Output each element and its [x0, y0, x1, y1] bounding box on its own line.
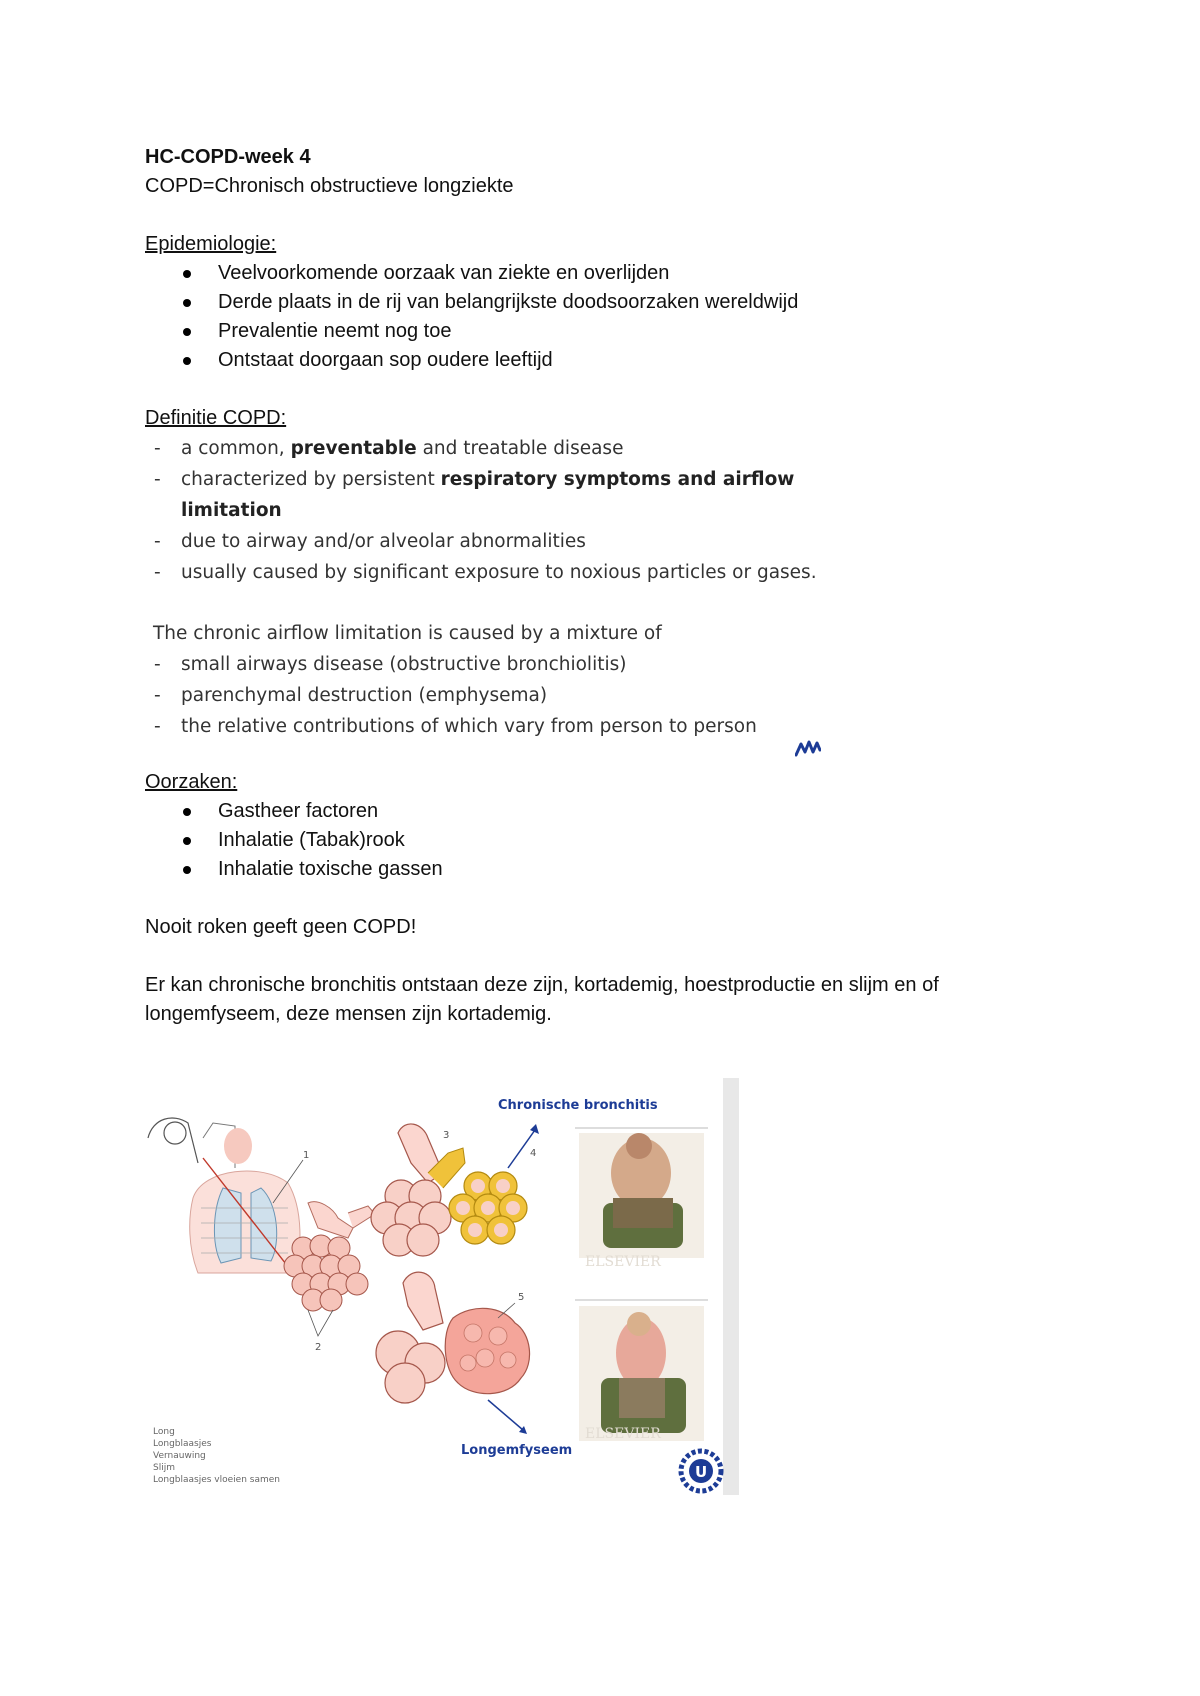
definitie-slide-text	[145, 433, 1075, 742]
watermark: ELSEVIER	[585, 1426, 661, 1442]
university-logo-small-icon	[795, 738, 821, 758]
list-item: Prevalentie neemt nog toe	[145, 317, 1075, 346]
definition-item: - characterized by persistent respiratory symptoms and airflow limitation	[145, 464, 1075, 526]
definition-item: - a common, preventable and treatable disease	[145, 433, 1075, 464]
figure-number: 1	[303, 1150, 310, 1161]
mixture-item: - the relative contributions of which vary from person to person	[145, 711, 1075, 742]
definitie-heading: Definitie COPD:	[145, 407, 287, 429]
document-body	[145, 143, 1075, 1029]
list-item: Veelvoorkomende oorzaak van ziekte en overlijden	[145, 259, 1075, 288]
legend-item: Vernauwing	[153, 1451, 206, 1461]
list-item: Inhalatie (Tabak)rook	[145, 826, 1075, 855]
copd-illustration	[143, 1078, 739, 1495]
legend-item: Long	[153, 1427, 175, 1437]
figure-number: 5	[518, 1292, 525, 1303]
document-subtitle: COPD=Chronisch obstructieve longziekte	[145, 175, 514, 197]
statement: Nooit roken geeft geen COPD!	[145, 916, 417, 938]
definition-item: - due to airway and/or alveolar abnormalities	[145, 526, 1075, 557]
list-item: Inhalatie toxische gassen	[145, 855, 1075, 884]
chronic-bronchitis-label: Chronische bronchitis	[498, 1098, 658, 1113]
mixture-item: - small airways disease (obstructive bronchiolitis)	[145, 649, 1075, 680]
document-title: HC-COPD-week 4	[145, 146, 311, 168]
mixture-item: - parenchymal destruction (emphysema)	[145, 680, 1075, 711]
epidemiologie-list	[145, 259, 1075, 375]
list-item: Gastheer factoren	[145, 797, 1075, 826]
figure-number: 3	[443, 1130, 450, 1141]
definition-item: - usually caused by significant exposure to noxious particles or gases.	[145, 557, 1075, 588]
emphysema-label: Longemfyseem	[461, 1443, 573, 1458]
emphysema-patient-portrait	[575, 1300, 708, 1441]
list-item: Ontstaat doorgaan sop oudere leeftijd	[145, 346, 1075, 375]
bronchitis-patient-portrait	[575, 1128, 708, 1258]
legend-item: Longblaasjes vloeien samen	[153, 1475, 280, 1485]
legend-item: Slijm	[153, 1463, 175, 1473]
list-item: Derde plaats in de rij van belangrijkste doodsoorzaken wereldwijd	[145, 288, 1075, 317]
epidemiologie-heading: Epidemiologie:	[145, 233, 277, 255]
paragraph: Er kan chronische bronchitis ontstaan deze zijn, kortademig, hoestproductie en slijm en of longemfyseem, deze mensen zijn kortademig.	[145, 974, 939, 1025]
oorzaken-heading: Oorzaken:	[145, 771, 238, 793]
mixture-intro: The chronic airflow limitation is caused by a mixture of	[153, 623, 662, 644]
figure-number: 2	[315, 1342, 322, 1353]
figure-number: 4	[530, 1148, 537, 1159]
svg-text:U: U	[695, 1463, 708, 1481]
oorzaken-list	[145, 797, 1075, 884]
legend-item: Longblaasjes	[153, 1439, 212, 1449]
watermark: ELSEVIER	[585, 1254, 661, 1270]
